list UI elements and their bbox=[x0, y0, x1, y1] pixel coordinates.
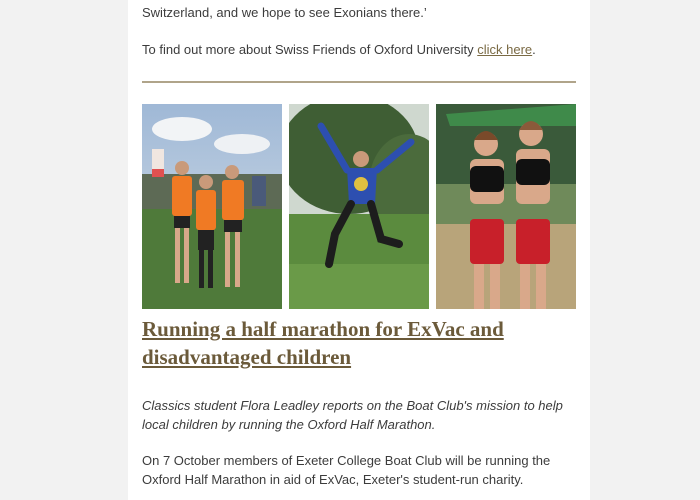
find-out-more-period: . bbox=[532, 42, 536, 57]
find-out-more-text: To find out more about Swiss Friends of Oxford University bbox=[142, 42, 478, 57]
article-standfirst: Classics student Flora Leadley reports on the Boat Club's mission to help local children by running the Oxford Half Marathon. bbox=[142, 398, 563, 432]
article-body-paragraph: On 7 October members of Exeter College Boat Club will be running the Oxford Half Marathon in aid of ExVac, Exeter's student-run charity. bbox=[142, 453, 551, 487]
article-headline-link[interactable]: Running a half marathon for ExVac and disadvantaged children bbox=[142, 317, 504, 369]
photo-runners-orange-shirts bbox=[142, 104, 282, 309]
find-out-more-paragraph bbox=[142, 40, 576, 59]
photo-two-rowers bbox=[436, 104, 576, 309]
intro-closing-line bbox=[142, 3, 576, 22]
email-content-column bbox=[128, 0, 590, 500]
click-here-link[interactable]: click here bbox=[477, 42, 533, 57]
section-divider bbox=[142, 81, 576, 83]
photo-jumping-runner bbox=[289, 104, 429, 309]
intro-text: Switzerland, and we hope to see Exonians there.’ bbox=[142, 5, 427, 20]
article-photo-strip bbox=[142, 104, 576, 309]
